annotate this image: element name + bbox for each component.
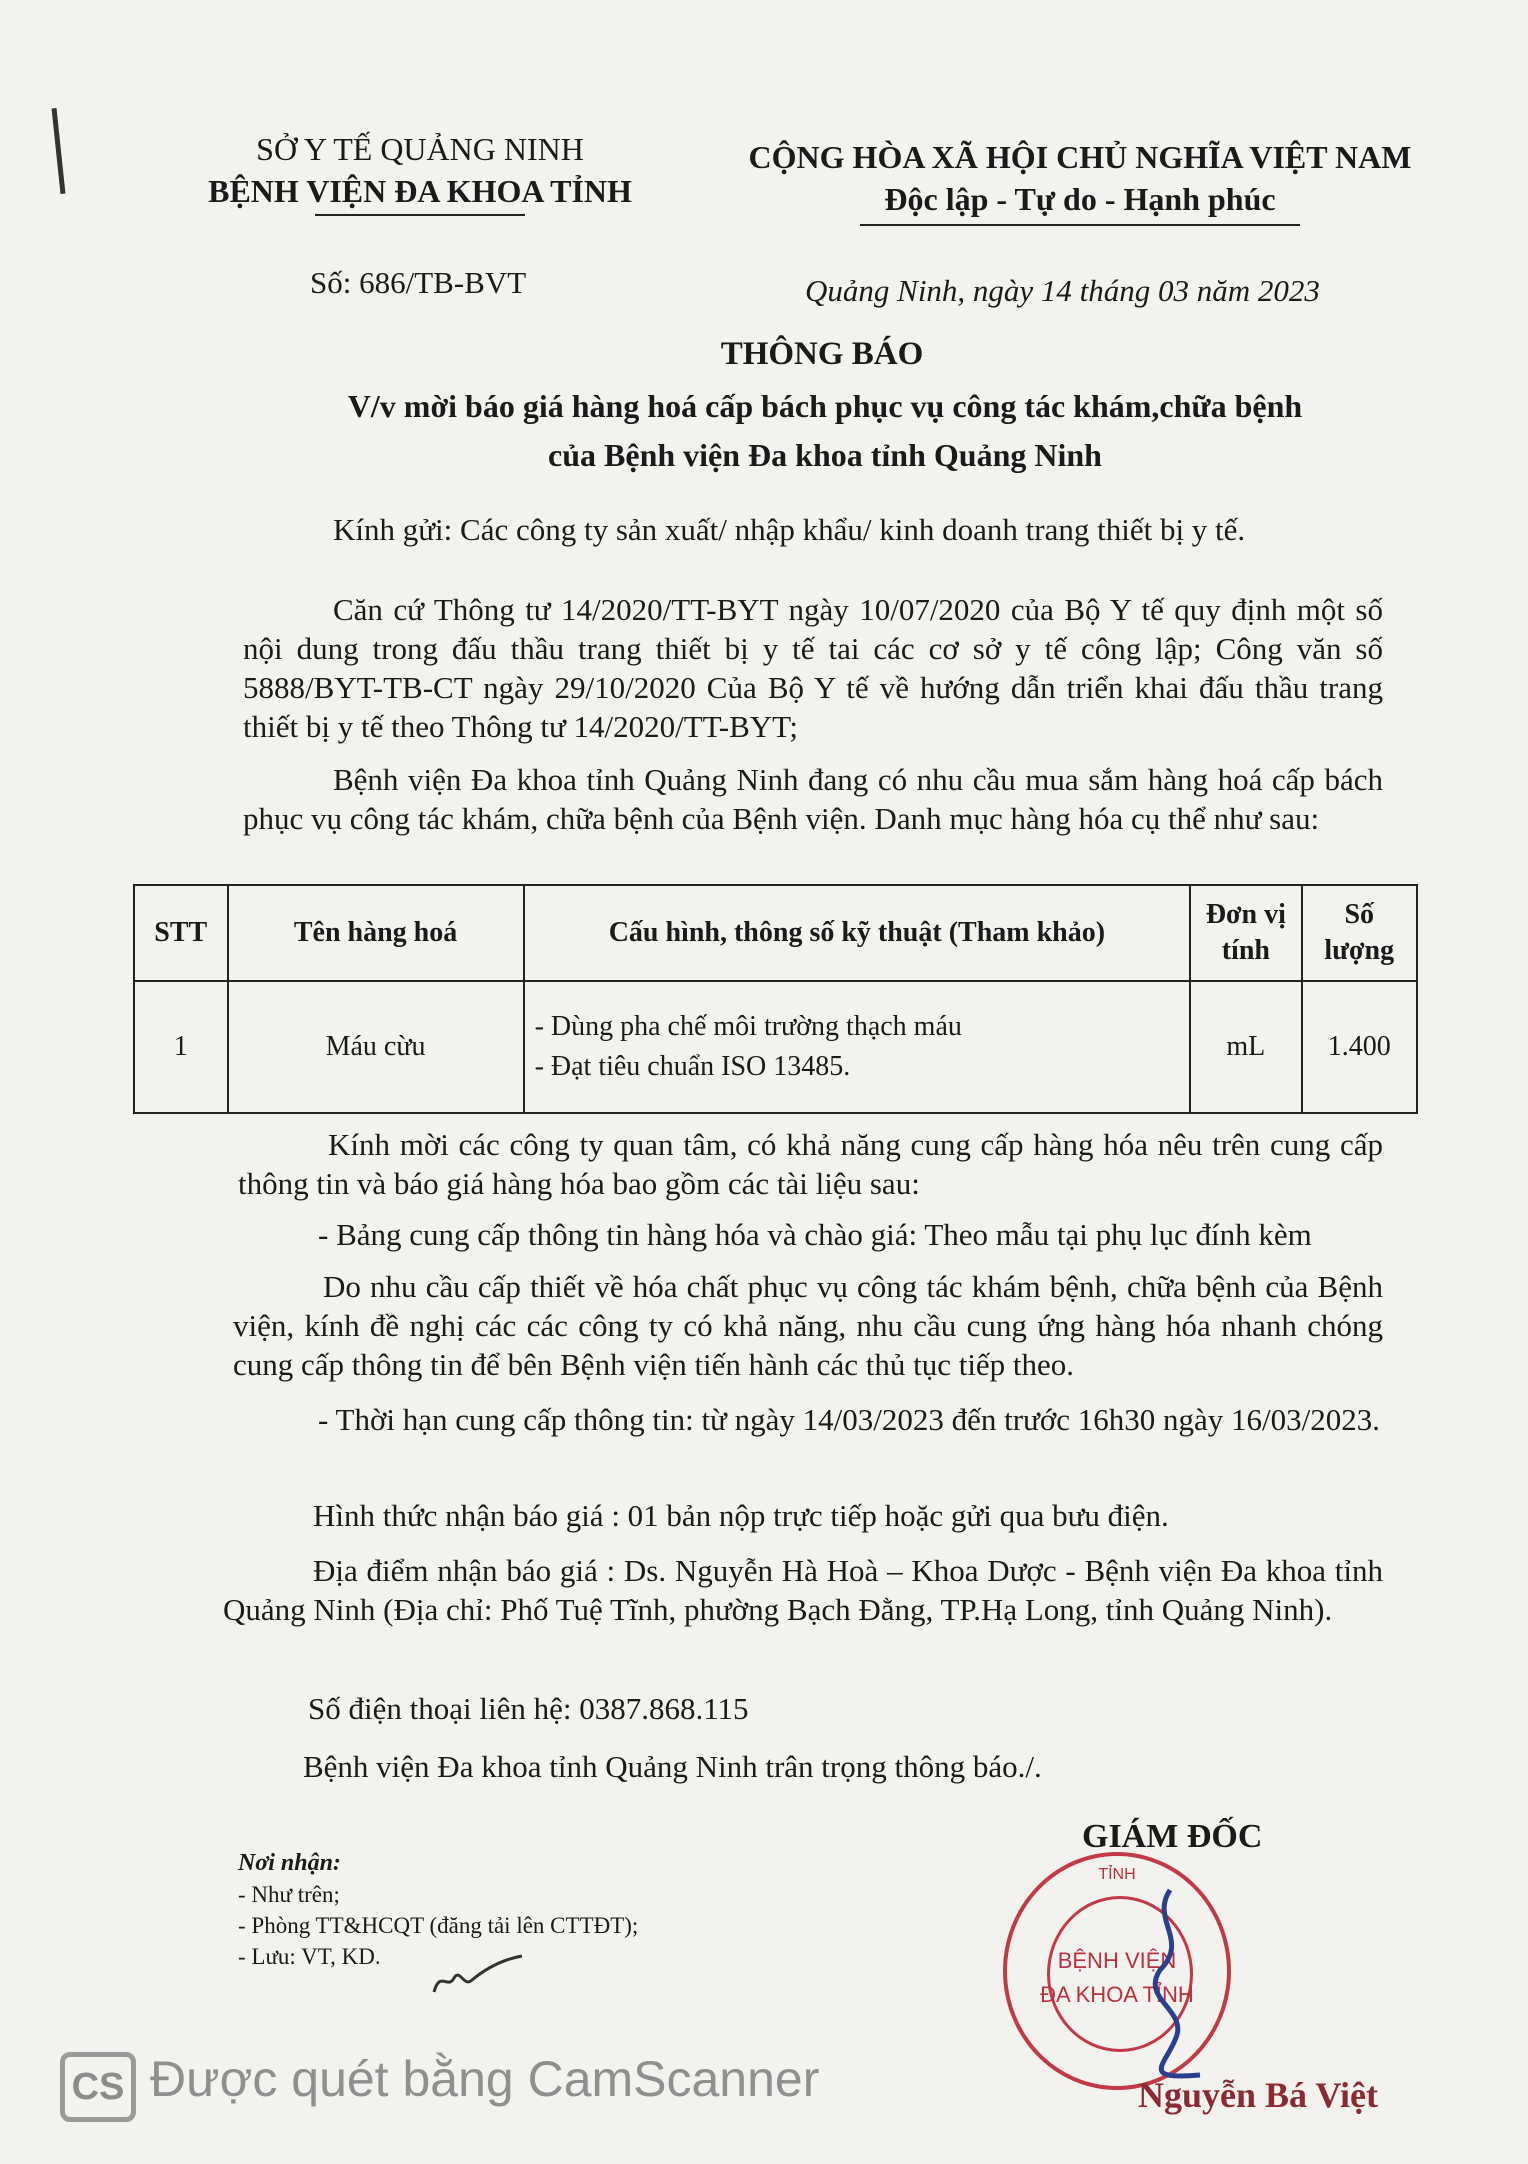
director-signature — [1120, 1880, 1230, 2090]
table-header-row — [134, 885, 1417, 981]
camscanner-logo: CS — [60, 2052, 136, 2122]
recipient-item: - Lưu: VT, KD. — [238, 1944, 381, 1969]
header-unit-line1: Đơn vị — [1205, 899, 1286, 930]
spec-line-1: - Dùng pha chế môi trường thạch máu — [534, 1011, 962, 1042]
paragraph-submission-address: Địa điểm nhận báo giá : Ds. Nguyễn Hà Hoà – Khoa Dược - Bệnh viện Đa khoa tỉnh Quảng Ninh (Địa chỉ: Phố Tuệ Tĩnh, phường Bạch Đằng, TP.Hạ Long, tỉnh Quảng Ninh). — [223, 1553, 1383, 1627]
recipient-item: - Phòng TT&HCQT (đăng tải lên CTTĐT); — [238, 1913, 639, 1938]
cell-stt: 1 — [134, 981, 228, 1113]
paragraph-phone: Số điện thoại liên hệ: 0387.868.115 — [308, 1691, 749, 1726]
header-unit-line2: tính — [1221, 935, 1270, 966]
subject-line-1: V/v mời báo giá hàng hoá cấp bách phục vụ công tác khám,chữa bệnh — [347, 388, 1303, 424]
items-table — [133, 884, 1418, 1114]
paragraph-closing: Bệnh viện Đa khoa tỉnh Quảng Ninh trân trọng thông báo./. — [303, 1749, 1042, 1784]
paragraph-submission-form: Hình thức nhận báo giá : 01 bản nộp trực tiếp hoặc gửi qua bưu điện. — [313, 1498, 1169, 1533]
department-name: SỞ Y TẾ QUẢNG NINH — [256, 131, 584, 167]
spec-line-2: - Đạt tiêu chuẩn ISO 13485. — [534, 1051, 851, 1082]
header-unit — [1190, 885, 1301, 981]
header-name: Tên hàng hoá — [228, 885, 524, 981]
seal-top-text: TỈNH — [1098, 1866, 1136, 1883]
seal-line-2: ĐA KHOA TỈNH — [1040, 1982, 1194, 2007]
header-spec: Cấu hình, thông số kỹ thuật (Tham khảo) — [524, 885, 1191, 981]
signer-name: Nguyễn Bá Việt — [1138, 2075, 1379, 2115]
header-stt: STT — [134, 885, 228, 981]
bullet-price-sheet: - Bảng cung cấp thông tin hàng hóa và chào giá: Theo mẫu tại phụ lục đính kèm — [318, 1217, 1312, 1252]
greeting: Kính gửi: Các công ty sản xuất/ nhập khẩu/ kinh doanh trang thiết bị y tế. — [333, 512, 1246, 547]
subject-line-2: của Bệnh viện Đa khoa tỉnh Quảng Ninh — [548, 437, 1102, 473]
header-left-underline — [315, 214, 525, 216]
document-title: THÔNG BÁO — [720, 336, 924, 372]
paragraph-legal-basis: Căn cứ Thông tư 14/2020/TT-BYT ngày 10/07/2020 của Bộ Y tế quy định một số nội dung trong đấu thầu trang thiết bị y tế tai các cơ sở y tế công lập; Công văn số 5888/BYT-TB-CT ngày 29/10/2020 Của Bộ Y tế về hướng dẫn triển khai đấu thầu trang thiết bị y tế theo Thông tư 14/2020/TT-BYT; — [243, 592, 1383, 744]
initials-signature — [430, 1950, 530, 2000]
document-number: Số: 686/TB-BVT — [310, 265, 527, 300]
paragraph-invitation: Kính mời các công ty quan tâm, có khả năng cung cấp hàng hóa nêu trên cung cấp thông tin và báo giá hàng hóa bao gồm các tài liệu sau: — [238, 1127, 1383, 1201]
paragraph-urgency: Do nhu cầu cấp thiết về hóa chất phục vụ công tác khám bệnh, chữa bệnh của Bệnh viện, kính đề nghị các các công ty có khả năng, nhu cầu cung ứng hàng hóa nhanh chóng cung cấp thông tin để bên Bệnh viện tiến hành các thủ tục tiếp theo. — [233, 1269, 1383, 1382]
recipients-title: Nơi nhận: — [238, 1850, 341, 1876]
header-qty — [1302, 885, 1418, 981]
country-name: CỘNG HÒA XÃ HỘI CHỦ NGHĨA VIỆT NAM — [748, 139, 1412, 175]
camscanner-watermark: Được quét bằng CamScanner — [150, 2051, 820, 2107]
seal-line-1: BỆNH VIỆN — [1057, 1948, 1177, 1973]
motto: Độc lập - Tự do - Hạnh phúc — [884, 181, 1276, 217]
header-qty-line2: lượng — [1324, 935, 1395, 966]
cell-unit: mL — [1190, 981, 1301, 1113]
cell-qty: 1.400 — [1302, 981, 1418, 1113]
paragraph-deadline: - Thời hạn cung cấp thông tin: từ ngày 14/03/2023 đến trước 16h30 ngày 16/03/2023. — [318, 1402, 1380, 1437]
header-left — [180, 128, 660, 216]
paragraph-need: Bệnh viện Đa khoa tỉnh Quảng Ninh đang có nhu cầu mua sắm hàng hoá cấp bách phục vụ công tác khám, chữa bệnh của Bệnh viện. Danh mục hàng hóa cụ thể như sau: — [243, 762, 1383, 836]
table-row — [134, 981, 1417, 1113]
hospital-name: BỆNH VIỆN ĐA KHOA TỈNH — [208, 173, 632, 209]
header-right — [730, 136, 1430, 226]
signature-position: GIÁM ĐỐC — [1082, 1818, 1263, 1855]
place-date: Quảng Ninh, ngày 14 tháng 03 năm 2023 — [805, 273, 1320, 308]
scan-edge-mark — [52, 108, 66, 194]
header-qty-line1: Số — [1344, 899, 1375, 930]
recipient-item: - Như trên; — [238, 1882, 340, 1907]
cell-name: Máu cừu — [228, 981, 524, 1113]
cell-spec — [524, 981, 1191, 1113]
header-right-underline — [860, 224, 1300, 226]
